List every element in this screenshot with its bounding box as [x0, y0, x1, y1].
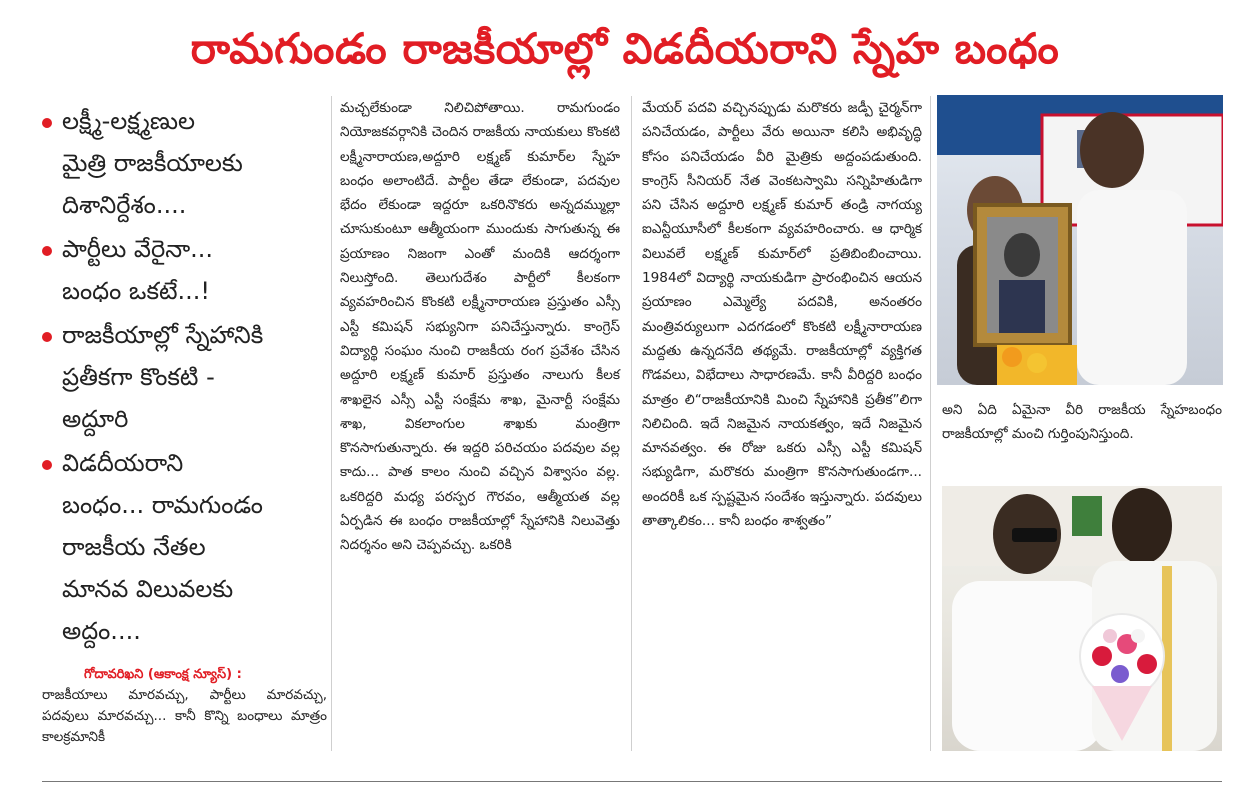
photo-ambedkar-portrait-presentation [937, 95, 1223, 385]
highlight-item [42, 314, 332, 440]
column-divider [930, 96, 931, 751]
bullet-icon [42, 246, 52, 256]
photo-bouquet-greeting [942, 486, 1222, 751]
article-column-2: మచ్చలేకుండా నిలిచిపోతాయి. రామగుండం నియోజకవర్గానికి చెందిన రాజకీయ నాయకులు కొంకటి లక్ష్మీనారాయణ,అద్దూరి లక్ష్మణ్ కుమార్‌ల స్నేహ బంధం అలాంటిదే. పార్టీల తేడా లేకుండా, పదవుల భేదం లేకుండా ఇద్దరూ ఒకరినొకరు అన్నదమ్ముల్లా చూసుకుంటూ ఆత్మీయంగా ముందుకు సాగుతున్న ఈ ప్రయాణం నిజంగా ఎంతో మందికి ఆదర్శంగా నిలుస్తోంది. తెలుగుదేశం పార్టీలో కీలకంగా వ్యవహరించిన కొంకటి లక్ష్మీనారాయణ ప్రస్తుతం ఎస్సీ ఎస్టీ కమిషన్ సభ్యునిగా పనిచేస్తున్నారు. కాంగ్రెస్ విద్యార్థి సంఘం నుంచి రాజకీయ రంగ ప్రవేశం చేసిన అద్దూరి లక్ష్మణ్ కుమార్ ప్రస్తుతం నాలుగు కీలక శాఖలైన ఎస్సీ ఎస్టీ సంక్షేమ శాఖ, మైనార్టీ సంక్షేమ శాఖ, వికలాంగుల శాఖకు మంత్రిగా కొనసాగుతున్నారు. ఈ ఇద్దరి పరిచయం పదవుల వల్ల కాదు... పాత కాలం నుంచి వచ్చిన విశ్వాసం వల్ల. ఒకరిద్దరి మధ్య పరస్పర గౌరవం, ఆత్మీయత వల్ల ఏర్పడిన ఈ బంధం రాజకీయాల్లో స్నేహానికి నిలువెత్తు నిదర్శనం అని చెప్పవచ్చు. ఒకరికి [340, 100, 620, 554]
bullet-icon [42, 118, 52, 128]
highlights-list [42, 100, 332, 654]
highlight-text: విడదీయరాని బంధం... రామగుండం రాజకీయ నేతల మానవ విలువలకు అద్దం.... [62, 449, 263, 645]
highlight-item [42, 100, 332, 226]
highlight-item [42, 442, 332, 652]
column-divider [331, 96, 332, 751]
bullet-icon [42, 460, 52, 470]
intro-text: రాజకీయాలు మారవచ్చు, పార్టీలు మారవచ్చు, పదవులు మారవచ్చు... కానీ కొన్ని బంధాలు మాత్రం కాలక్రమానికీ [42, 687, 327, 745]
dateline: గోదావరిఖని (ఆకాంక్ష న్యూస్) : [84, 667, 242, 682]
bottom-rule [42, 781, 1222, 782]
photo-caption: అని ఏది ఏమైనా వీరి రాజకీయ స్నేహబంధం రాజకీయాల్లో మంచి గుర్తింపునిస్తుంది. [942, 402, 1222, 442]
highlight-text: రాజకీయాల్లో స్నేహానికి ప్రతీకగా కొంకటి - అద్దూరి [62, 321, 264, 433]
bullet-icon [42, 332, 52, 342]
highlight-item [42, 228, 332, 312]
highlight-text: లక్ష్మీ-లక్ష్మణుల మైత్రి రాజకీయాలకు దిశానిర్దేశం.... [62, 107, 243, 219]
highlight-text: పార్టీలు వేరైనా... బంధం ఒకటే...! [62, 235, 214, 305]
article-column-3: మేయర్ పదవి వచ్చినప్పుడు మరొకరు జడ్పీ చైర్మన్‌గా పనిచేయడం, పార్టీలు వేరు అయినా కలిసి అభివృద్ధి కోసం పనిచేయడం వీరి మైత్రికు అద్దంపడుతుంది. కాంగ్రెస్ సీనియర్ నేత వెంకటస్వామి సన్నిహితుడిగా పని చేసిన అద్దూరి లక్ష్మణ్ కుమార్ తండ్రి నాగయ్య ఐఎన్టీయూసీలో కీలకంగా వ్యవహరించారు. ఆ ధార్మిక విలువలే లక్ష్మణ్ కుమార్‌లో ప్రతిబింబించాయి. 1984లో విద్యార్థి నాయకుడిగా ప్రారంభించిన ఆయన ప్రయాణం ఎమ్మెల్యే పదవికి, అనంతరం మంత్రివర్యులుగా ఎదగడంలో కొంకటి లక్ష్మీనారాయణ మద్దతు ఉన్నదనేది తథ్యమే. రాజకీయాల్లో వ్యక్తిగత గొడవలు, విభేదాలు సాధారణమే. కానీ వీరిద్దరి బంధం మాత్రం లి“రాజకీయానికి మించి స్నేహానికి ప్రతీక”లిగా నిలిచింది. ఇదే నిజమైన నాయకత్వం, ఇదే నిజమైన మానవత్వం. ఈ రోజు ఒకరు ఎస్సీ ఎస్టీ కమిషన్ సభ్యుడిగా, మరొకరు మంత్రిగా కొనసాగుతుండగా... అందరికీ ఒక స్పష్టమైన సందేశం ఇస్తున్నారు. పదవులు తాత్కాలికం... కానీ బంధం శాశ్వతం” [642, 100, 922, 530]
intro-paragraph [42, 664, 327, 748]
photo-illustration [937, 95, 1223, 385]
headline: రామగుండం రాజకీయాల్లో విడదీయరాని స్నేహ బంధం [190, 24, 1060, 73]
column-divider [631, 96, 632, 751]
photo-illustration [942, 486, 1222, 751]
